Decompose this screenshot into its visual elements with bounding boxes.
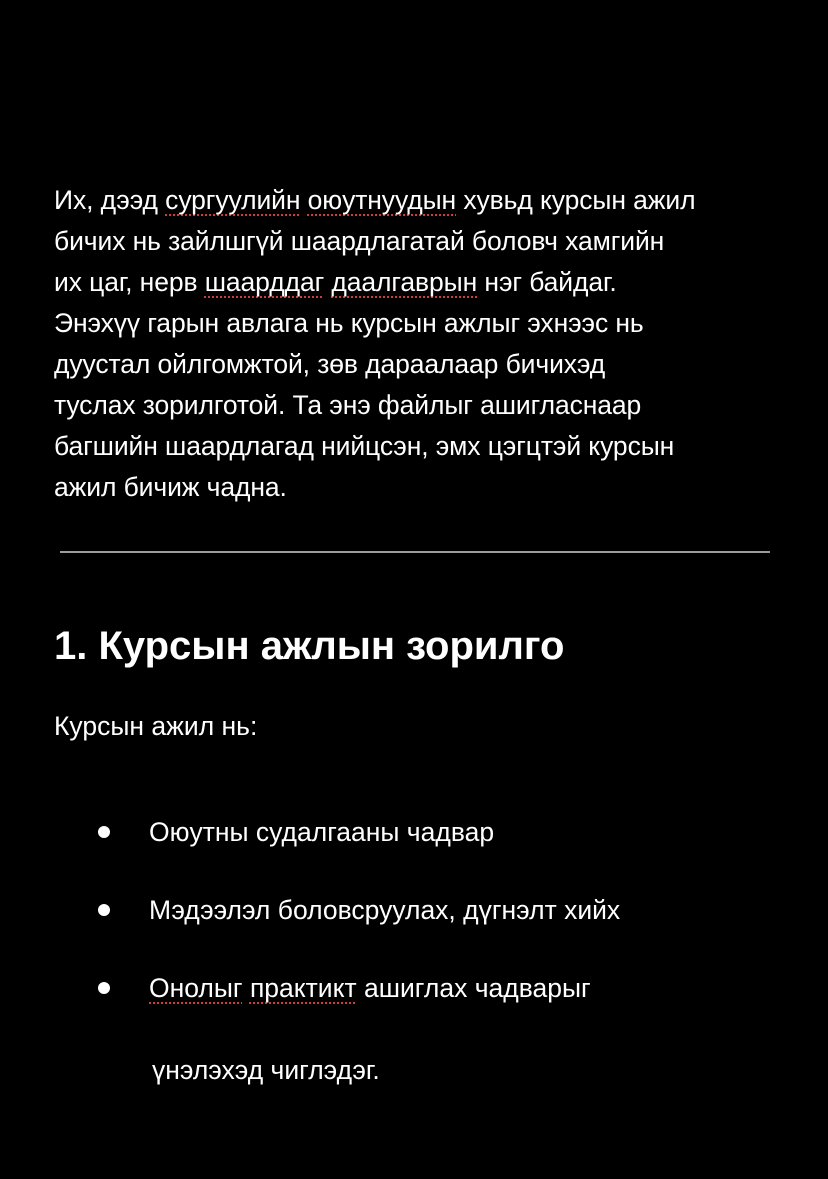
- bullet-icon: [98, 904, 110, 916]
- misspelled-word[interactable]: практикт: [249, 973, 357, 1003]
- text-run: ашиглах чадварыг: [356, 973, 591, 1003]
- list-continuation-text: үнэлэхэд чиглэдэг.: [152, 1055, 380, 1085]
- intro-line: бичих нь зайлшгүй шаардлагатай боловч хамгийн: [54, 226, 665, 256]
- text-run: Их, дээд: [54, 185, 166, 215]
- intro-line: [54, 262, 794, 303]
- misspelled-word[interactable]: даалгаврын: [331, 267, 478, 297]
- misspelled-word[interactable]: сургуулийн: [165, 185, 301, 215]
- section-heading: 1. Курсын ажлын зорилго: [54, 624, 565, 668]
- text-run: [243, 973, 250, 1003]
- intro-line: туслах зорилготой. Та энэ файлыг ашигласнаар: [54, 390, 642, 420]
- intro-line: дуустал ойлгомжтой, зөв дараалаар бичихэд: [54, 349, 606, 379]
- list-item-text: Мэдээлэл боловсруулах, дүгнэлт хийх: [149, 895, 621, 925]
- intro-line: багшийн шаардлагад нийцсэн, эмх цэгцтэй курсын: [54, 431, 675, 461]
- intro-line: ажил бичиж чадна.: [54, 472, 287, 502]
- text-run: хувьд курсын ажил: [456, 185, 696, 215]
- list-item-text: [149, 968, 591, 1008]
- bullet-icon: [98, 982, 110, 994]
- text-run: нэг байдаг.: [477, 267, 617, 297]
- horizontal-divider: [60, 551, 770, 553]
- list-item-text: Оюутны судалгааны чадвар: [149, 817, 495, 847]
- misspelled-word[interactable]: Онолыг: [149, 973, 243, 1003]
- intro-line: [54, 180, 794, 221]
- intro-line: Энэхүү гарын авлага нь курсын ажлыг эхнээс нь: [54, 308, 644, 338]
- list-item: [98, 890, 778, 930]
- misspelled-word[interactable]: шаарддаг: [204, 267, 325, 297]
- list-item: [98, 812, 778, 852]
- list-item: [98, 968, 778, 1008]
- intro-paragraph: [54, 180, 794, 508]
- text-run: их цаг, нерв: [54, 267, 205, 297]
- bullet-icon: [98, 826, 110, 838]
- text-run: [300, 185, 307, 215]
- section-lead-text: Курсын ажил нь:: [54, 711, 258, 741]
- misspelled-word[interactable]: оюутнуудын: [307, 185, 457, 215]
